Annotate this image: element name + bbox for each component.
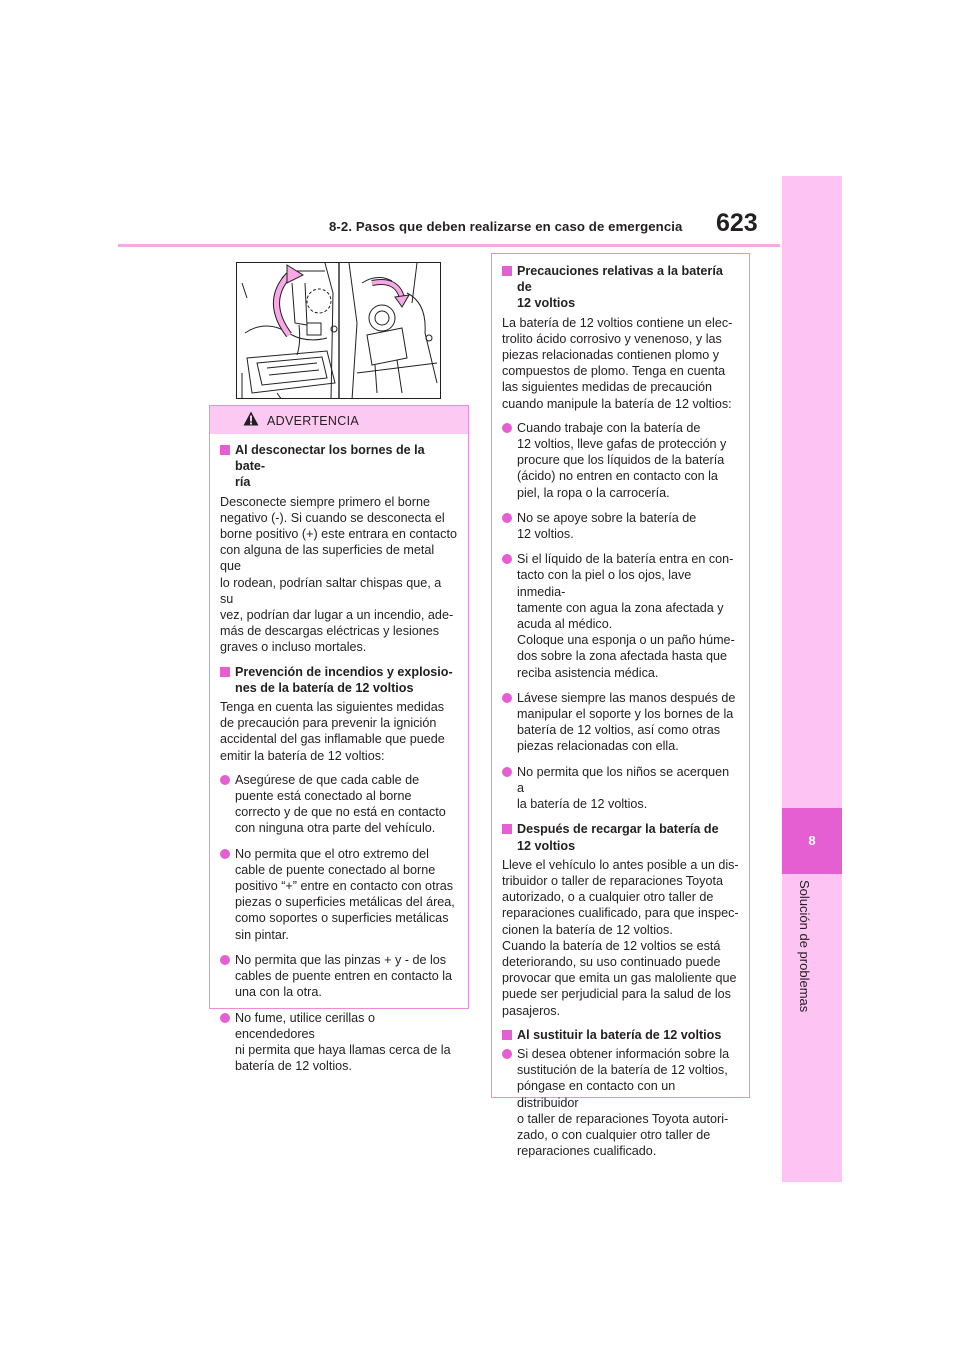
warning-paragraph: Tenga en cuenta las siguientes medidas de precaución para prevenir la ignición accidental del gas inflamable que puede emitir la batería de 12 voltios: (220, 700, 445, 763)
precautions-content (492, 254, 749, 1159)
heading-after-recharge: Después de recargar la batería de 12 voltios (502, 821, 739, 853)
warning-heading-disconnect: Al desconectar los bornes de la bate- ría (220, 442, 458, 491)
header-divider (118, 244, 780, 247)
warning-paragraph: Desconecte siempre primero el borne negativo (-). Si cuando se desconecta el borne positivo (+) este entrara en contacto con alguna de las superficies de metal que lo rodean, podrían saltar chispas que, a su vez, podrían dar lugar a un incendio, ade- más de descargas eléctricas y lesiones graves o incluso mortales. (220, 494, 457, 655)
bullet-item: No se apoye sobre la batería de 12 voltios. (502, 510, 739, 542)
chapter-number-tab: 8 (782, 808, 842, 874)
warning-content (210, 434, 468, 1074)
bullet-item: Asegúrese de que cada cable de puente está conectado al borne correcto y de que no está en contacto con ninguna otra parte del vehículo. (220, 772, 458, 837)
battery-line-drawing (237, 263, 441, 399)
bullet-item: No permita que el otro extremo del cable de puente conectado al borne positivo “+” entre en contacto con otras piezas o superficies metálicas del área, como soportes o superficies metálicas sin pintar. (220, 846, 458, 943)
battery-terminal-illustration (236, 262, 441, 399)
chapter-side-tab (782, 176, 842, 1182)
bullet-item: Lávese siempre las manos después de manipular el soporte y los bornes de la batería de 12 voltios, así como otras piezas relacionadas con ella. (502, 690, 739, 755)
section-title: 8-2. Pasos que deben realizarse en caso de emergencia (329, 219, 683, 234)
bullet-item: Si el líquido de la batería entra en con- tacto con la piel o los ojos, lave inmedia- tamente con agua la zona afectada y acuda al médico. Coloque una esponja o un paño húme- dos sobre la zona afectada hasta que reciba asistencia médica. (502, 551, 739, 681)
bullet-item: Cuando trabaje con la batería de 12 voltios, lleve gafas de protección y procure que los líquidos de la batería (ácido) no entren en contacto con la piel, la ropa o la carrocería. (502, 420, 739, 501)
bullet-item: No permita que las pinzas + y - de los cables de puente entren en contacto la una con la otra. (220, 952, 458, 1001)
bullet-item: Si desea obtener información sobre la sustitución de la batería de 12 voltios, póngase en contacto con un distribuidor o taller de reparaciones Toyota autori- zado, o con cualquier otro taller de reparaciones cualificado. (502, 1046, 739, 1159)
page-number: 623 (716, 209, 758, 237)
bullet-item: No fume, utilice cerillas o encendedores ni permita que haya llamas cerca de la batería de 12 voltios. (220, 1010, 458, 1075)
paragraph: Lleve el vehículo lo antes posible a un dis- tribuidor o taller de reparaciones Toyota autorizado, o a cualquier otro taller de reparaciones cualificado, para que inspec- cionen la batería de 12 voltios. Cuando la batería de 12 voltios se está deteriorando, su uso continuado puede provocar que emita un gas maloliente que puede ser perjudicial para la salud de los pasajeros. (502, 857, 739, 1018)
warning-header (210, 406, 468, 434)
paragraph: La batería de 12 voltios contiene un elec- trolito ácido corrosivo y venenoso, y las piezas relacionadas contienen plomo y compuestos de plomo. Tenga en cuenta las siguientes medidas de precaución cuando manipule la batería de 12 voltios: (502, 315, 733, 411)
heading-battery-precautions: Precauciones relativas a la batería de 12 voltios (502, 263, 739, 312)
bullet-item: No permita que los niños se acerquen a la batería de 12 voltios. (502, 764, 739, 813)
warning-title: ADVERTENCIA (267, 414, 359, 428)
warning-heading-fire-prevention: Prevención de incendios y explosio- nes de la batería de 12 voltios (220, 664, 458, 696)
warning-box (209, 405, 469, 1074)
heading-replace-battery: Al sustituir la batería de 12 voltios (502, 1027, 739, 1043)
chapter-title-vertical: Solución de problemas (797, 880, 812, 1013)
battery-precautions-box (491, 253, 750, 1159)
warning-triangle-icon (243, 411, 259, 426)
